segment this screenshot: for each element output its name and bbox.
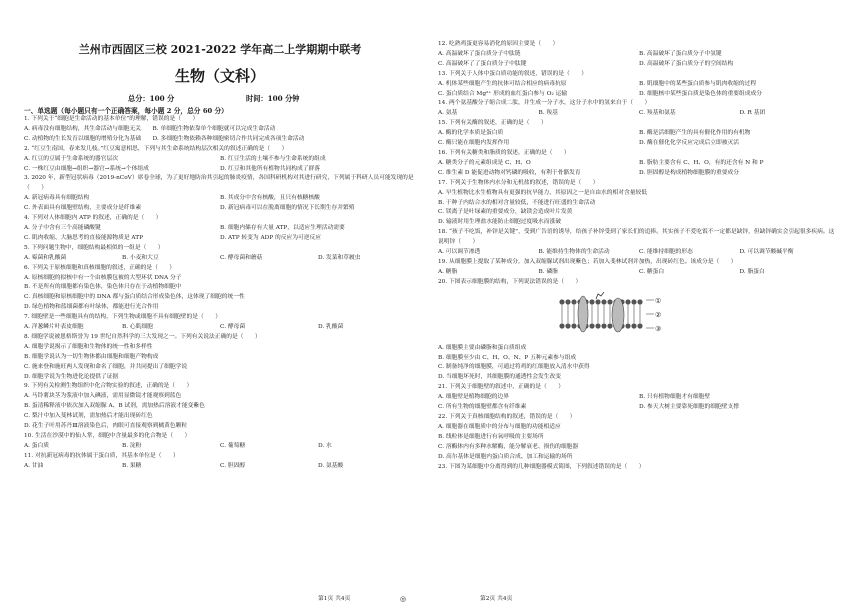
option-a: C. 外表面具有细胞壁结构，主要成分是纤维素	[24, 205, 142, 212]
option-row	[24, 165, 416, 175]
option-a: A. 蛋白质	[24, 442, 50, 449]
question-line: B. 干种子内结合水的相对含量较低，不能进行旺盛的生命活动	[438, 199, 596, 206]
option-row	[24, 224, 416, 234]
option-row	[438, 159, 840, 169]
option-row	[438, 80, 840, 90]
membrane-protein	[578, 296, 588, 332]
phospholipid-head	[625, 299, 630, 304]
section-heading: 一、单选题（每小题只有一个正确答案，每小题 2 分，总分 60 分）	[24, 107, 228, 115]
phospholipid-head	[601, 323, 606, 328]
question-line: 1. 下列关于“细胞是生命活动的基本单位”的理解，错误的是（ ）	[24, 116, 199, 122]
option-b: D. ATP 转变为 ADP 的反应为可逆反应	[220, 234, 321, 241]
option-row	[438, 50, 840, 60]
option-d: D. 乳酸菌	[318, 324, 344, 331]
option-b: B. 红豆生活的土壤不参与生命系统的组成	[220, 155, 326, 162]
total-score: 总分：100 分	[128, 94, 175, 103]
question-line: 14. 两个氨基酸分子缩合成二肽，并生成一分子水，这分子水中的氢来自于（ ）	[438, 100, 651, 107]
option-row	[438, 90, 840, 100]
question-line: 22. 下列关于真核细胞结构的叙述，错误的是（ ）	[438, 414, 576, 420]
question-line: 13. 下列关于人体中蛋白质功能的叙述，错误的是（ ）	[438, 70, 587, 77]
glycoprotein-chain	[596, 292, 604, 299]
option-row	[24, 323, 416, 333]
question-line: B. 线粒体是细胞进行有氧呼吸的主要场所	[438, 433, 544, 440]
phospholipid-head	[595, 323, 600, 328]
phospholipid-head	[565, 299, 570, 304]
diagram-label: ①	[655, 296, 662, 305]
phospholipid-head	[637, 299, 642, 304]
option-a: A. 霉菌和乳酸菌	[24, 254, 67, 261]
phospholipid-head	[631, 299, 636, 304]
option-b: B. 只有植物细胞才有细胞壁	[639, 394, 711, 401]
question-line: A. 细胞膜主要由磷脂和蛋白质组成	[438, 344, 527, 351]
question-line: C. 制备纯净的细胞膜，可通过将鸡的红细胞放入清水中获得	[438, 364, 590, 371]
option-row	[24, 204, 416, 214]
option-c: C. 能维持细胞的形态	[639, 249, 693, 256]
option-a: A. 机体某些细胞产生的抗体可结合相应的病毒抗原	[438, 80, 567, 87]
phospholipid-head	[589, 299, 594, 304]
question-line: B. 细胞膜至少由 C、H、O、N、P 五种元素参与组成	[438, 354, 577, 361]
option-b: B. 细胞内储存有大量 ATP，以适应生理活动需要	[220, 224, 345, 231]
question-line: A. 马铃薯块茎为浆液中加入碘液，需用显微镜才能观察到蓝色	[24, 393, 182, 400]
question-line: 6. 下列关于原核细胞和真核细胞的叙述，正确的是（ ）	[24, 264, 176, 271]
exam-meta	[24, 94, 416, 104]
option-d: D. 水	[318, 442, 332, 449]
option-c: C. 酵母菌和蘑菇	[220, 254, 263, 261]
option-row	[438, 109, 840, 119]
option-a: A. 甘油	[24, 462, 44, 469]
exam-time: 时间：100 分钟	[246, 94, 300, 103]
question-line: 21. 下列关于细胞壁的叙述中，正确的是（ ）	[438, 384, 564, 391]
phospholipid-head	[589, 323, 594, 328]
option-row	[24, 194, 416, 204]
option-d: D. 发菜和草履虫	[318, 254, 361, 261]
page-number-right: 第2页 共4页	[480, 596, 513, 602]
phospholipid-head	[601, 299, 606, 304]
option-row	[24, 442, 416, 452]
option-row	[438, 60, 840, 70]
phospholipid-head	[565, 323, 570, 328]
question-line: B. 不是所有的细胞都有染色体，染色体只存在于动植物细胞中	[24, 284, 182, 291]
option-d: D. 氨基酸	[318, 462, 344, 469]
option-b: D. 红豆和其他所有植物共同构成了群落	[220, 165, 321, 172]
question-line: A. 原核细胞的拟核中有一个由核膜包被的大型环状 DNA 分子	[24, 274, 182, 281]
option-row	[24, 254, 416, 264]
option-b: B. 磷脂	[538, 268, 558, 275]
diagram-label: ③	[655, 324, 662, 333]
question-line: B. 蛋清稀释液中依次加入双缩脲 A、B 试剂，需加热后溶液才能变紫色	[24, 403, 205, 410]
option-d: D. R 基团	[739, 110, 766, 117]
question-line: 4. 下列对人体细胞内 ATP 的叙述，正确的是（ ）	[24, 215, 162, 222]
option-b: B. 其成分中含有核酸，且只有核糖核酸	[220, 195, 320, 202]
question-line: D. 高尔基体是细胞内蛋白质合成、加工和运输的场所	[438, 453, 573, 460]
option-d: D. 可以调节酸碱平衡	[739, 249, 794, 256]
question-line: A. 细胞学说揭示了细胞和生物体的统一性和多样性	[24, 343, 153, 350]
left-questions	[24, 115, 416, 472]
option-a: A. 糖脂	[438, 268, 458, 275]
question-line: 19. 从细胞膜上提取了某种成分，加入双缩脲试剂出现紫色；若加入斐林试剂并加热，出现砖红色。该成分是（ ）	[438, 258, 737, 265]
option-b: D. 酶在催化化学反应完成后立即被灭活	[639, 140, 740, 147]
question-line: 12. 吃熟鸡蛋更容易消化的原因主要是（ ）	[438, 41, 559, 47]
option-a: A. 酶的化学本质是蛋白质	[438, 130, 504, 137]
phospholipid-head	[607, 299, 612, 304]
question-line: 23. 下图为某细胞中分离得到的几种细胞器模式简图，下列叙述错误的是（ ）	[438, 463, 645, 470]
option-a: A. 洋葱鳞片叶表皮细胞	[24, 324, 84, 331]
question-line: A. 细胞器在细胞质中的分布与细胞的功能相适应	[438, 423, 561, 430]
exam-title: 兰州市西固区三校 2021-2022 学年高二上学期期中联考	[78, 43, 362, 56]
question-line: 8. 细胞学说被恩格斯誉为 19 世纪自然科学的三大发现之一。下列有关说法正确的是（ ）	[24, 333, 261, 340]
question-line: 11. 对抗新冠病毒的抗体属于蛋白质，其基本单位是（ ）	[24, 452, 179, 459]
membrane-protein	[612, 298, 624, 332]
phospholipid-head	[559, 323, 564, 328]
option-b: D. 细胞核中某些蛋白质是染色体的重要组成成分	[639, 90, 763, 97]
option-b: B. 高温破坏了蛋白质分子中氢键	[639, 50, 722, 57]
center-mark: ◎	[400, 595, 407, 603]
option-a: C. 蛋白质结合 Mg²⁺ 形成的血红蛋白参与 O₂ 运输	[438, 90, 568, 97]
option-c: C. 糖蛋白	[639, 268, 665, 275]
phospholipid-head	[595, 299, 600, 304]
option-b: B. 果糖	[122, 462, 142, 469]
option-row	[24, 155, 416, 165]
option-b: B. 羧基	[538, 110, 558, 117]
option-b: B. 心肌细胞	[122, 324, 153, 331]
option-b: D. 参天大树主要靠死细胞的细胞壁支撑	[639, 404, 740, 411]
option-row	[438, 129, 840, 139]
option-a: C. 所有生物的细胞壁都含有纤维素	[438, 404, 527, 411]
option-a: A. 糖类分子的元素组成是 C、H、O	[438, 159, 531, 166]
phospholipid-head	[637, 323, 642, 328]
phospholipid-head	[571, 299, 576, 304]
option-d: D. 脂蛋白	[739, 268, 765, 275]
question-line: 9. 下列有关检测生物组织中化合物实验的叙述，正确的是（ ）	[24, 383, 193, 390]
question-line: 10. 生活在沙漠中的仙人掌，细胞中含量最多的化合物是（ ）	[24, 433, 191, 439]
question-line: C. 镁离子是叶绿素的重要成分，缺镁会造成叶片发黄	[438, 209, 573, 216]
phospholipid-head	[559, 299, 564, 304]
option-c: C. 葡萄糖	[220, 442, 246, 449]
phospholipid-head	[625, 323, 630, 328]
option-b: D. 胆固醇是构成植物细胞膜的重要成分	[639, 169, 740, 176]
option-a: A. 分子中含有三个高能磷酸键	[24, 224, 101, 231]
option-a: C. 肌肉收缩、大脑思考的直接能源物质是 ATP	[24, 234, 143, 241]
option-b: B. 酶是活细胞产生的具有催化作用的有机物	[639, 130, 751, 137]
question-line: A. 病毒没有细胞结构，其生命活动与细胞无关 B. 单细胞生物依靠单个细胞就可以完成生命活动	[24, 125, 276, 132]
question-line: C. 梨汁中加入斐林试剂，需加热后才能出现砖红色	[24, 413, 153, 420]
option-row	[438, 268, 840, 278]
option-a: C. 高温破坏了了蛋白质分子中肽键	[438, 60, 527, 67]
question-line: 15. 下列有关酶的叙述，正确的是（ ）	[438, 120, 547, 127]
question-line: C. 真核细胞和原核细胞中的 DNA 都与蛋白质结合形成染色体，这体现了细胞的统一性	[24, 294, 245, 301]
cell-membrane-diagram	[556, 292, 666, 338]
option-a: A. 可以调节渗透	[438, 249, 481, 256]
question-line: 16. 下列有关糖类和脂质的叙述，正确的是（ ）	[438, 149, 570, 156]
question-line: D. 输液时用生理盐水能防止细胞过度吸水而涨破	[438, 219, 562, 226]
question-line: A. 早生植物比水生植物具有更强的抗旱能力，其原因之一是自由水的相对含量较低	[438, 189, 648, 196]
question-line: 17. 下列关于生物体内水分和无机盐的叙述，错误的是（ ）	[438, 179, 599, 186]
option-row	[438, 248, 840, 258]
option-a: A. 氨基	[438, 110, 458, 117]
option-row	[438, 393, 840, 403]
option-c: C. 羧基和氨基	[639, 110, 676, 117]
question-line: 3. 2020 年，新型冠状病毒（2019-nCoV）席卷全球，为了更好地防治其引起的肺炎疫情，各国科研机构对其进行研究，下列属于科研人员可能发现的是（ ）	[24, 175, 414, 192]
question-line: C. 动植物的生长发育以细胞的增殖分化为基础 D. 多细胞生物依赖各种细胞密切合作共同完成各项生命活动	[24, 135, 305, 142]
question-line: D. 细胞学说为生物进化论提供了证据	[24, 373, 119, 380]
question-line: 20. 下图表示细胞膜的结构，下列说法错误的是（ ）	[438, 278, 582, 285]
option-a: A. 红豆的豆属于生命系统的器官层次	[24, 155, 119, 162]
question-line: 7. 细胞壁是一些细胞具有的结构，下列生物或细胞不具有细胞壁的是（ ）	[24, 314, 222, 321]
figure-membrane	[438, 290, 840, 342]
option-row	[438, 169, 840, 179]
option-c: C. 胆固醇	[220, 462, 246, 469]
option-a: A. 高温破坏了蛋白质分子中肽链	[438, 50, 521, 57]
exam-subject: 生物（文科）	[174, 67, 265, 85]
option-a: A. 新冠病毒具有细胞结构	[24, 195, 90, 202]
question-line: D. 绿色植物和蓝细菌都有叶绿体，都能进行光合作用	[24, 304, 159, 311]
diagram-label: ②	[655, 310, 662, 319]
phospholipid-head	[571, 323, 576, 328]
question-line: 2. “红豆生南国，春来发几枝。”红豆寓意相思，下列与其生命系统结构层次相关的叙述正确的是（ ）	[24, 145, 288, 152]
option-row	[24, 462, 416, 472]
option-b: B. 肌细胞中的某些蛋白质参与肌肉收缩的过程	[639, 80, 757, 87]
phospholipid-head	[631, 323, 636, 328]
option-b: B. 淀粉	[122, 442, 142, 449]
option-row	[438, 139, 840, 149]
question-line: C. 溶酶体内有多种水解酶，能分解衰老、损伤的细胞器	[438, 443, 579, 450]
question-line: B. 细胞学说认为一切生物体都由细胞和细胞产物构成	[24, 353, 159, 360]
option-b: B. 脂肪主要含有 C、H、O，有的还含有 N 和 P	[639, 159, 764, 166]
question-line: D. 当细胞坏死时，其细胞膜的通透性会发生改变	[438, 374, 562, 381]
phospholipid-head	[607, 323, 612, 328]
option-b: B. 小麦和大豆	[122, 254, 159, 261]
question-line: 5. 下列问题生物中，细胞结构最相似的一组是（ ）	[24, 244, 164, 251]
option-a: A. 细胞壁是植物细胞的边界	[438, 394, 510, 401]
question-line: D. 花生子叶用苏丹Ⅲ溶液染色后，肉眼可直接观察到橘黄色颗粒	[24, 423, 188, 430]
right-questions	[438, 40, 840, 472]
option-row	[438, 403, 840, 413]
option-a: C. 一株红豆由细胞→组织→器官→系统→个体组成	[24, 165, 149, 172]
question-line: 18. “孩子不吃饭，补锌是关键”，受到广告语的诱导，给孩子补锌受到了家长们的追捧。其实孩子不爱吃饭不一定都是缺锌，但缺锌确实会引起很多疾病。这说明锌（ ）	[438, 229, 835, 246]
option-c: C. 酵母菌	[220, 324, 246, 331]
option-a: C. 维生素 D 能促进动物对钙磷的吸收，有利于骨骼发育	[438, 169, 581, 176]
option-row	[24, 234, 416, 244]
option-b: D. 高温破坏了蛋白质分子的空间结构	[639, 60, 734, 67]
page-right	[430, 0, 860, 608]
question-line: C. 施来登和施旺两人发现和命名了细胞，并共同提出了细胞学说	[24, 363, 188, 370]
option-a: C. 酶只能在细胞内发挥作用	[438, 140, 510, 147]
option-b: D. 新冠病毒可以在脱离细胞的情况下长期生存并繁殖	[220, 205, 355, 212]
option-b: B. 能维持生物体的生命活动	[538, 249, 610, 256]
page-number-left: 第1页 共4页	[318, 596, 351, 602]
